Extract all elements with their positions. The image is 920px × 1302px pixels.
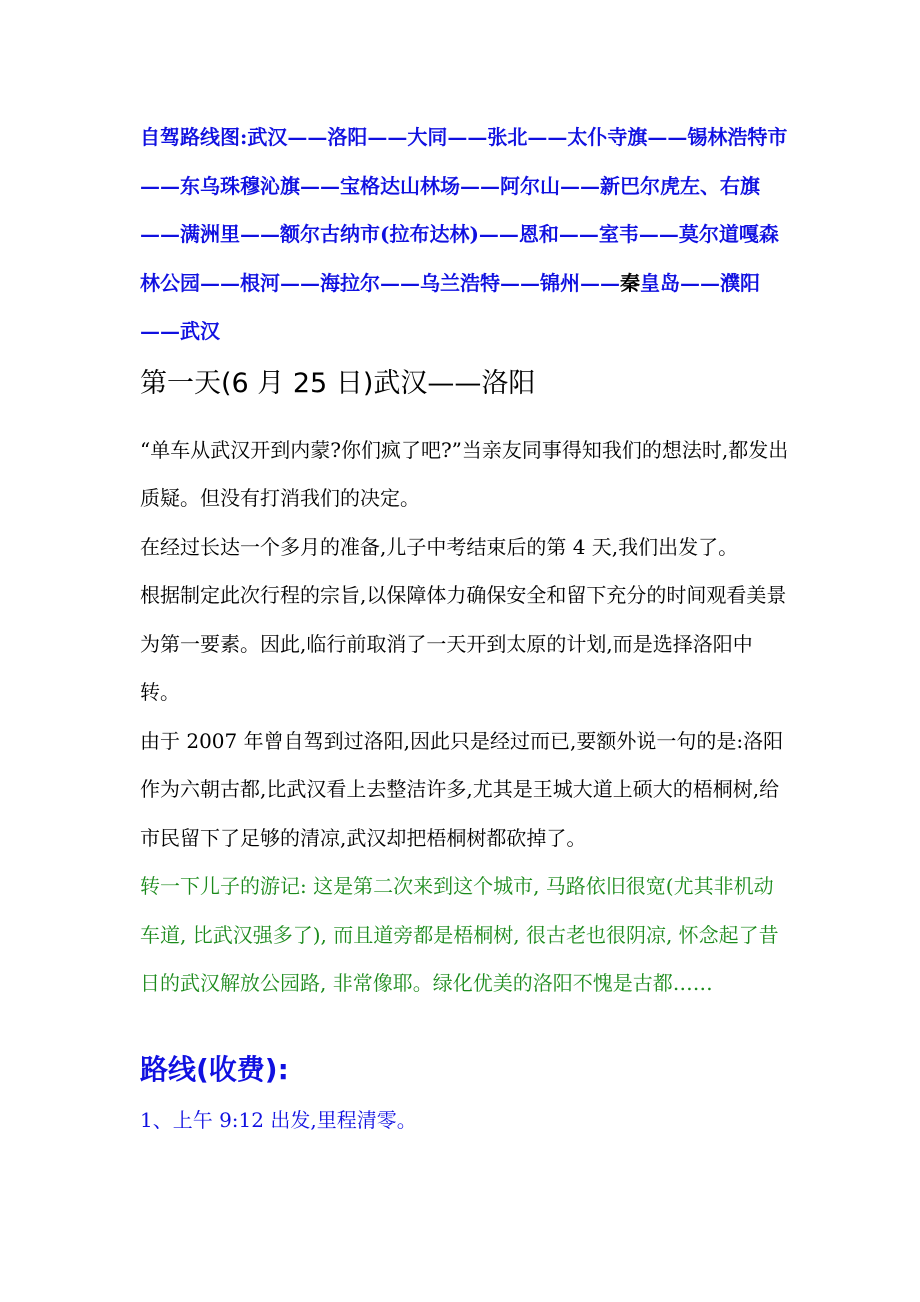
route-text: 自驾路线图:武汉——洛阳——大同——张北——太仆寺旗——锡林浩特市——东乌珠穆沁旗——宝格达山林场——阿尔山——新巴尔虎左、右旗——满洲里——额尔古纳市(拉布达林)——恩和——室韦——莫尔道嘎森林公园——根河——海拉尔——乌兰浩特——锦州—— — [140, 125, 788, 295]
day1-paragraph: 由于 2007 年曾自驾到过洛阳,因此只是经过而已,要额外说一句的是:洛阳作为六朝古都,比武汉看上去整洁许多,尤其是王城大道上硕大的梧桐树,给市民留下了足够的清凉,武汉却把梧桐树都砍掉了。 — [140, 728, 784, 850]
route-text-black: 秦 — [620, 270, 640, 295]
document-page — [140, 113, 790, 1140]
day1-paragraph: “单车从武汉开到内蒙?你们疯了吧?”当亲友同事得知我们的想法时,都发出质疑。但没有打消我们的决定。 — [140, 437, 789, 510]
day1-paragraph: 根据制定此次行程的宗旨,以保障体力确保安全和留下充分的时间观看美景为第一要素。因此,临行前取消了一天开到太原的计划,而是选择洛阳中转。 — [140, 583, 787, 704]
route-fees-heading: 路线(收费): — [140, 1052, 289, 1086]
day1-heading: 第一天(6 月 25 日)武汉——洛阳 — [140, 367, 536, 399]
son-travel-note: 转一下儿子的游记: 这是第二次来到这个城市, 马路依旧很宽(尤其非机动车道, 比武汉强多了), 而且道旁都是梧桐树, 很古老也很阴凉, 怀念起了昔日的武汉解放公园路, 非常像耶。绿化优美的洛阳不愧是古都…… — [140, 874, 779, 995]
route-step: 1、上午 9:12 出发,里程清零。 — [140, 1107, 417, 1132]
route-overview — [140, 113, 790, 356]
day1-paragraph: 在经过长达一个多月的准备,儿子中考结束后的第 4 天,我们出发了。 — [140, 534, 739, 559]
route-text-end: 皇岛——濮阳——武汉 — [140, 270, 760, 343]
